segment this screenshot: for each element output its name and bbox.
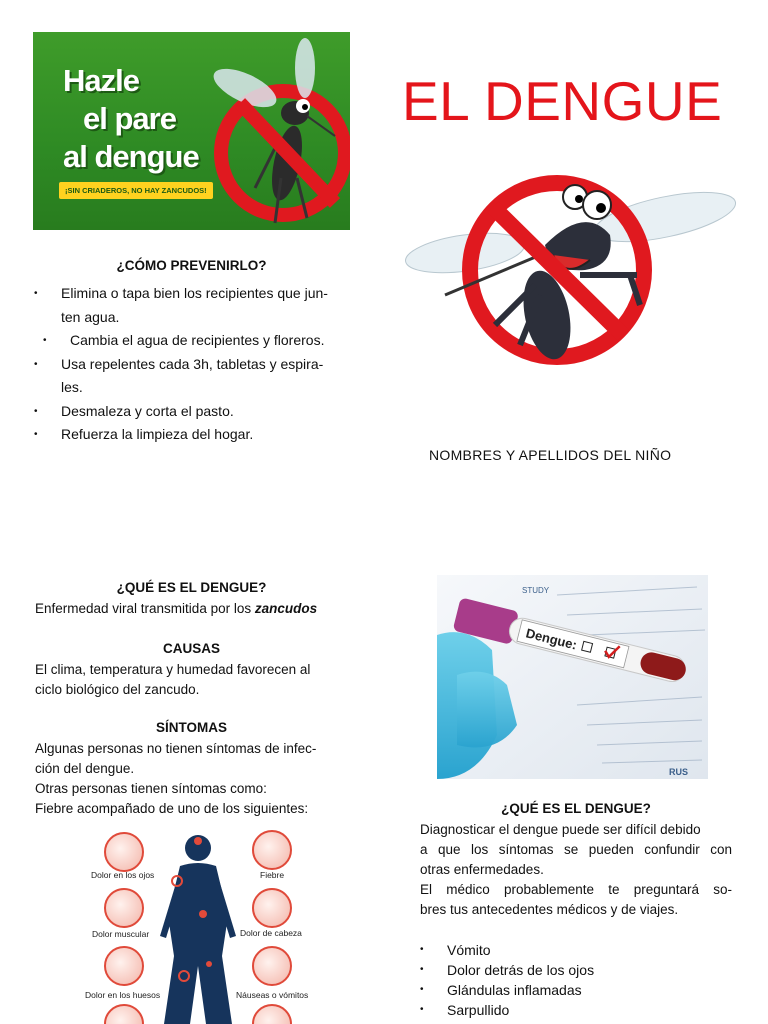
- list-item: • Usa repelentes cada 3h, tabletas y espira- les.: [34, 355, 324, 395]
- prevent-heading: ¿CÓMO PREVENIRLO?: [116, 258, 267, 273]
- causes-heading: CAUSAS: [162, 641, 220, 656]
- list-item: • Vómito: [420, 942, 491, 958]
- child-name-label: NOMBRES Y APELLIDOS DEL NIÑO: [429, 447, 672, 463]
- muscle-icon: [104, 888, 144, 928]
- thermometer-icon: [252, 830, 292, 870]
- svg-text:STUDY: STUDY: [522, 586, 550, 595]
- banner-image: [33, 32, 350, 230]
- banner-line-3: al dengue: [63, 139, 199, 174]
- banner-line-2: el pare: [83, 101, 176, 136]
- list-item: • Refuerza la limpieza del hogar.: [34, 426, 254, 442]
- list-item: • Dolor detrás de los ojos: [420, 962, 595, 978]
- symptom-label: Dolor en los ojos: [91, 870, 155, 880]
- list-item: • Elimina o tapa bien los recipientes que jun- ten agua.: [34, 285, 328, 325]
- head-icon: [252, 888, 292, 928]
- what-heading: ¿QUÉ ES EL DENGUE?: [116, 580, 267, 595]
- causes-text: El clima, temperatura y humedad favorecen al ciclo biológico del zancudo.: [35, 662, 311, 697]
- banner-title: [63, 62, 199, 176]
- lab-test-photo: [437, 575, 708, 779]
- banner-tagline: ¡SIN CRIADEROS, NO HAY ZANCUDOS!: [59, 182, 213, 199]
- symptoms-figure: [82, 826, 312, 1024]
- eye-icon: [104, 832, 144, 872]
- banned-mosquito-icon: [205, 38, 350, 228]
- bone-icon: [104, 946, 144, 986]
- symptom-label: Dolor en los huesos: [85, 990, 161, 1000]
- list-item: • Desmaleza y corta el pasto.: [34, 402, 234, 419]
- no-mosquito-icon: [375, 165, 740, 375]
- list-item: • Cambia el agua de recipientes y floreros.: [43, 332, 325, 348]
- blood-test-tube-icon: [437, 575, 708, 779]
- symptoms-text: Algunas personas no tienen síntomas de infec- ción del dengue. Otras personas tienen síntomas como: Fiebre acompañado de uno de los siguientes:: [35, 741, 317, 816]
- symptom-label: Fiebre: [260, 870, 285, 880]
- what-text: Enfermedad viral transmitida por los zancudos: [35, 601, 318, 616]
- list-item: • Sarpullido: [420, 1002, 510, 1018]
- symptom-label: Náuseas o vómitos: [236, 990, 309, 1000]
- prevent-list: [34, 282, 353, 447]
- stomach-icon: [252, 946, 292, 986]
- list-item: • Glándulas inflamadas: [420, 982, 582, 998]
- symptom-label: Dolor de cabeza: [240, 928, 302, 938]
- symptoms-heading: SÍNTOMAS: [155, 720, 227, 735]
- diagnosis-text: Diagnosticar el dengue puede ser difícil debido a que los síntomas se pueden confundir con otras enfermedades. El médico probablemente te preguntará so- bres tus antecedentes médicos y de viajes.: [420, 822, 732, 917]
- diagnosis-heading: ¿QUÉ ES EL DENGUE?: [501, 801, 651, 816]
- banner-line-1: Hazle: [63, 63, 139, 98]
- diagnosis-list: [420, 940, 737, 1020]
- symptom-label: Dolor muscular: [92, 929, 150, 939]
- svg-text:RUS: RUS: [669, 767, 689, 777]
- page-title: EL DENGUE: [402, 70, 723, 132]
- svg-text:Dengue:: Dengue:: [524, 625, 579, 653]
